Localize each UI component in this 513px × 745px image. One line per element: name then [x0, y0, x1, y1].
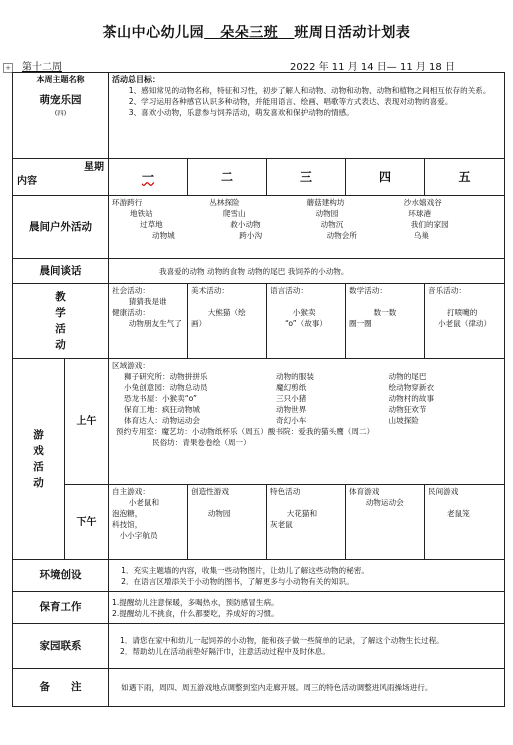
area-line-5: 体育达人：动物运动会 奇幻小车 山坡探险 — [124, 416, 419, 425]
outdoor-line-3: 过草地 救小动物 动物沉 我们的家园 — [140, 220, 449, 229]
title-suffix: 班周日活动计划表 — [294, 25, 411, 41]
home-row — [13, 624, 505, 669]
class-name: 朵朵三班 — [220, 25, 279, 41]
area-line-3: 恐龙书屋：小猴卖“o” 三只小猪 动物村的故事 — [124, 394, 435, 403]
kindergarten-name: 茶山中心幼儿园 — [102, 25, 205, 41]
morning-talk-label: 晨间谈话 — [13, 259, 109, 284]
goals-label: 活动总目标： — [112, 75, 160, 84]
games-am-cell — [109, 359, 505, 485]
teaching-fri: 音乐活动： 打喷嚏的 小老鼠（律动） — [425, 284, 505, 359]
pm-mon: 自主游戏： 小老鼠和 泡泡糖， 科技馆， 小小字航员 — [109, 485, 188, 560]
weekday-corner-top: 星期 — [84, 162, 104, 173]
theme-cell — [13, 73, 109, 159]
goal-1: 1、感知常见的动物名称，特征和习性，初步了解人和动物、动物和动物、动物和植物之间相互依存的关系。 — [128, 86, 491, 95]
games-am-label: 上午 — [65, 359, 109, 485]
environment-cell: 1．充实主题墙的内容，收集一些动物图片，让幼儿了解这些动物的秘密。 2．在语言区增添关于小动物的图书，了解更多与小动物有关的知识。 — [109, 560, 505, 592]
care-row — [13, 592, 505, 624]
plan-title — [0, 22, 513, 42]
week-label: 第十二周 — [22, 62, 62, 73]
weekday-row — [13, 159, 505, 196]
care-label: 保育工作 — [13, 592, 109, 624]
teaching-wed: 语言活动： 小猴卖 “o”（故事） — [267, 284, 346, 359]
remark-label: 备 注 — [13, 669, 109, 707]
day-wed: 三 — [267, 159, 346, 196]
theme-period: (四) — [54, 109, 67, 117]
weekday-corner-bottom: 内容 — [17, 176, 37, 187]
pm-wed: 特色活动 大花猫和 灰老鼠 — [267, 485, 346, 560]
day-tue: 二 — [188, 159, 267, 196]
goal-2: 2、学习运用各种感官认识多种动物，并能用语言、绘画、唱歌等方式表达、表现对动物的喜爱。 — [128, 97, 453, 106]
pm-thu: 体育游戏 动物运动会 — [346, 485, 425, 560]
remark-row — [13, 669, 505, 707]
outdoor-line-4: 动物城 跨小沟 动物会所 乌巢 — [152, 231, 429, 240]
folk-workshop: 民俗坊：青果卷卷绘（周一） — [152, 438, 251, 447]
outdoor-line-1: 环游跨行 丛林探险 蘑菇建构坊 沙水嬉戏谷 — [112, 198, 442, 207]
morning-talk-content: 我喜爱的动物 动物的食物 动物的尾巴 我饲养的小动物。 — [109, 259, 505, 284]
morning-talk-row — [13, 259, 505, 284]
teaching-label: 教 学 活 动 — [13, 284, 109, 359]
environment-row — [13, 560, 505, 592]
pm-fri: 民间游戏 老鼠笼 — [425, 485, 505, 560]
environment-label: 环境创设 — [13, 560, 109, 592]
outdoor-line-2: 地铁站 爬雪山 动物园 环球港 — [130, 209, 432, 218]
games-label: 游 戏 活 动 — [13, 359, 65, 560]
home-label: 家园联系 — [13, 624, 109, 669]
teaching-tue: 美术活动： 大熊猫（绘 画） — [188, 284, 267, 359]
goal-3: 3、喜欢小动物，乐意参与饲养活动，萌发喜欢和保护动物的情感。 — [128, 108, 354, 117]
morning-outdoor-label: 晨间户外活动 — [13, 196, 109, 259]
games-pm-row — [13, 485, 505, 560]
area-games-title: 区域游戏： — [112, 361, 150, 370]
pm-tue: 创造性游戏 动物园 — [188, 485, 267, 560]
remark-cell: 如遇下雨，周四、周五游戏地点调整到室内走廊开展。周三的特色活动调整进风雨操场进行。 — [109, 669, 505, 707]
theme-label: 本周主题名称 — [36, 75, 85, 84]
area-line-2: 小兔创意园：动物总动员 魔幻剪纸 绘动物穿新衣 — [124, 383, 435, 392]
theme-name: 萌宠乐园 — [39, 94, 82, 106]
day-thu: 四 — [346, 159, 425, 196]
weekly-plan-table — [12, 72, 505, 707]
care-cell: 1.提醒幼儿注意保暖，多喝热水，预防感冒生病。 2.提醒幼儿不挑食，什么都要吃，养成好的习惯。 — [109, 592, 505, 624]
games-am-row — [13, 359, 505, 485]
day-fri: 五 — [425, 159, 505, 196]
teaching-thu: 数学活动： 数一数 圈一圈 — [346, 284, 425, 359]
area-line-1: 狮子研究所：动物拼拼乐 动物的服装 动物的尾巴 — [124, 372, 427, 381]
day-mon: 一 — [109, 159, 188, 196]
morning-outdoor-row — [13, 196, 505, 259]
goals-cell — [109, 73, 505, 159]
home-cell: 1．请您在家中和幼儿一起饲养的小动物，能和孩子做一些简单的记录，了解这个动物生长过程。 2．帮助幼儿在活动前垫好隔汗巾，注意活动过程中及时休息。 — [109, 624, 505, 669]
games-pm-label: 下午 — [65, 485, 109, 560]
theme-row — [13, 73, 505, 159]
teaching-row — [13, 284, 505, 359]
area-line-4: 保育工地：疯狂动物城 动物世界 动物狂欢节 — [124, 405, 427, 414]
table-move-handle-icon[interactable]: + — [3, 63, 13, 73]
booking-rooms: 预约专用室：魔艺坊：小动物纸杯乐（周五）酸书院：爱我的猫头鹰（周二） — [116, 427, 375, 436]
morning-outdoor-cell — [109, 196, 505, 259]
date-range: 2022 年 11 月 14 日— 11 月 18 日 — [290, 62, 455, 73]
teaching-mon: 社会活动： 猜猜我是谁 健康活动： 动物朋友生气了 — [109, 284, 188, 359]
weekday-corner — [13, 159, 109, 196]
